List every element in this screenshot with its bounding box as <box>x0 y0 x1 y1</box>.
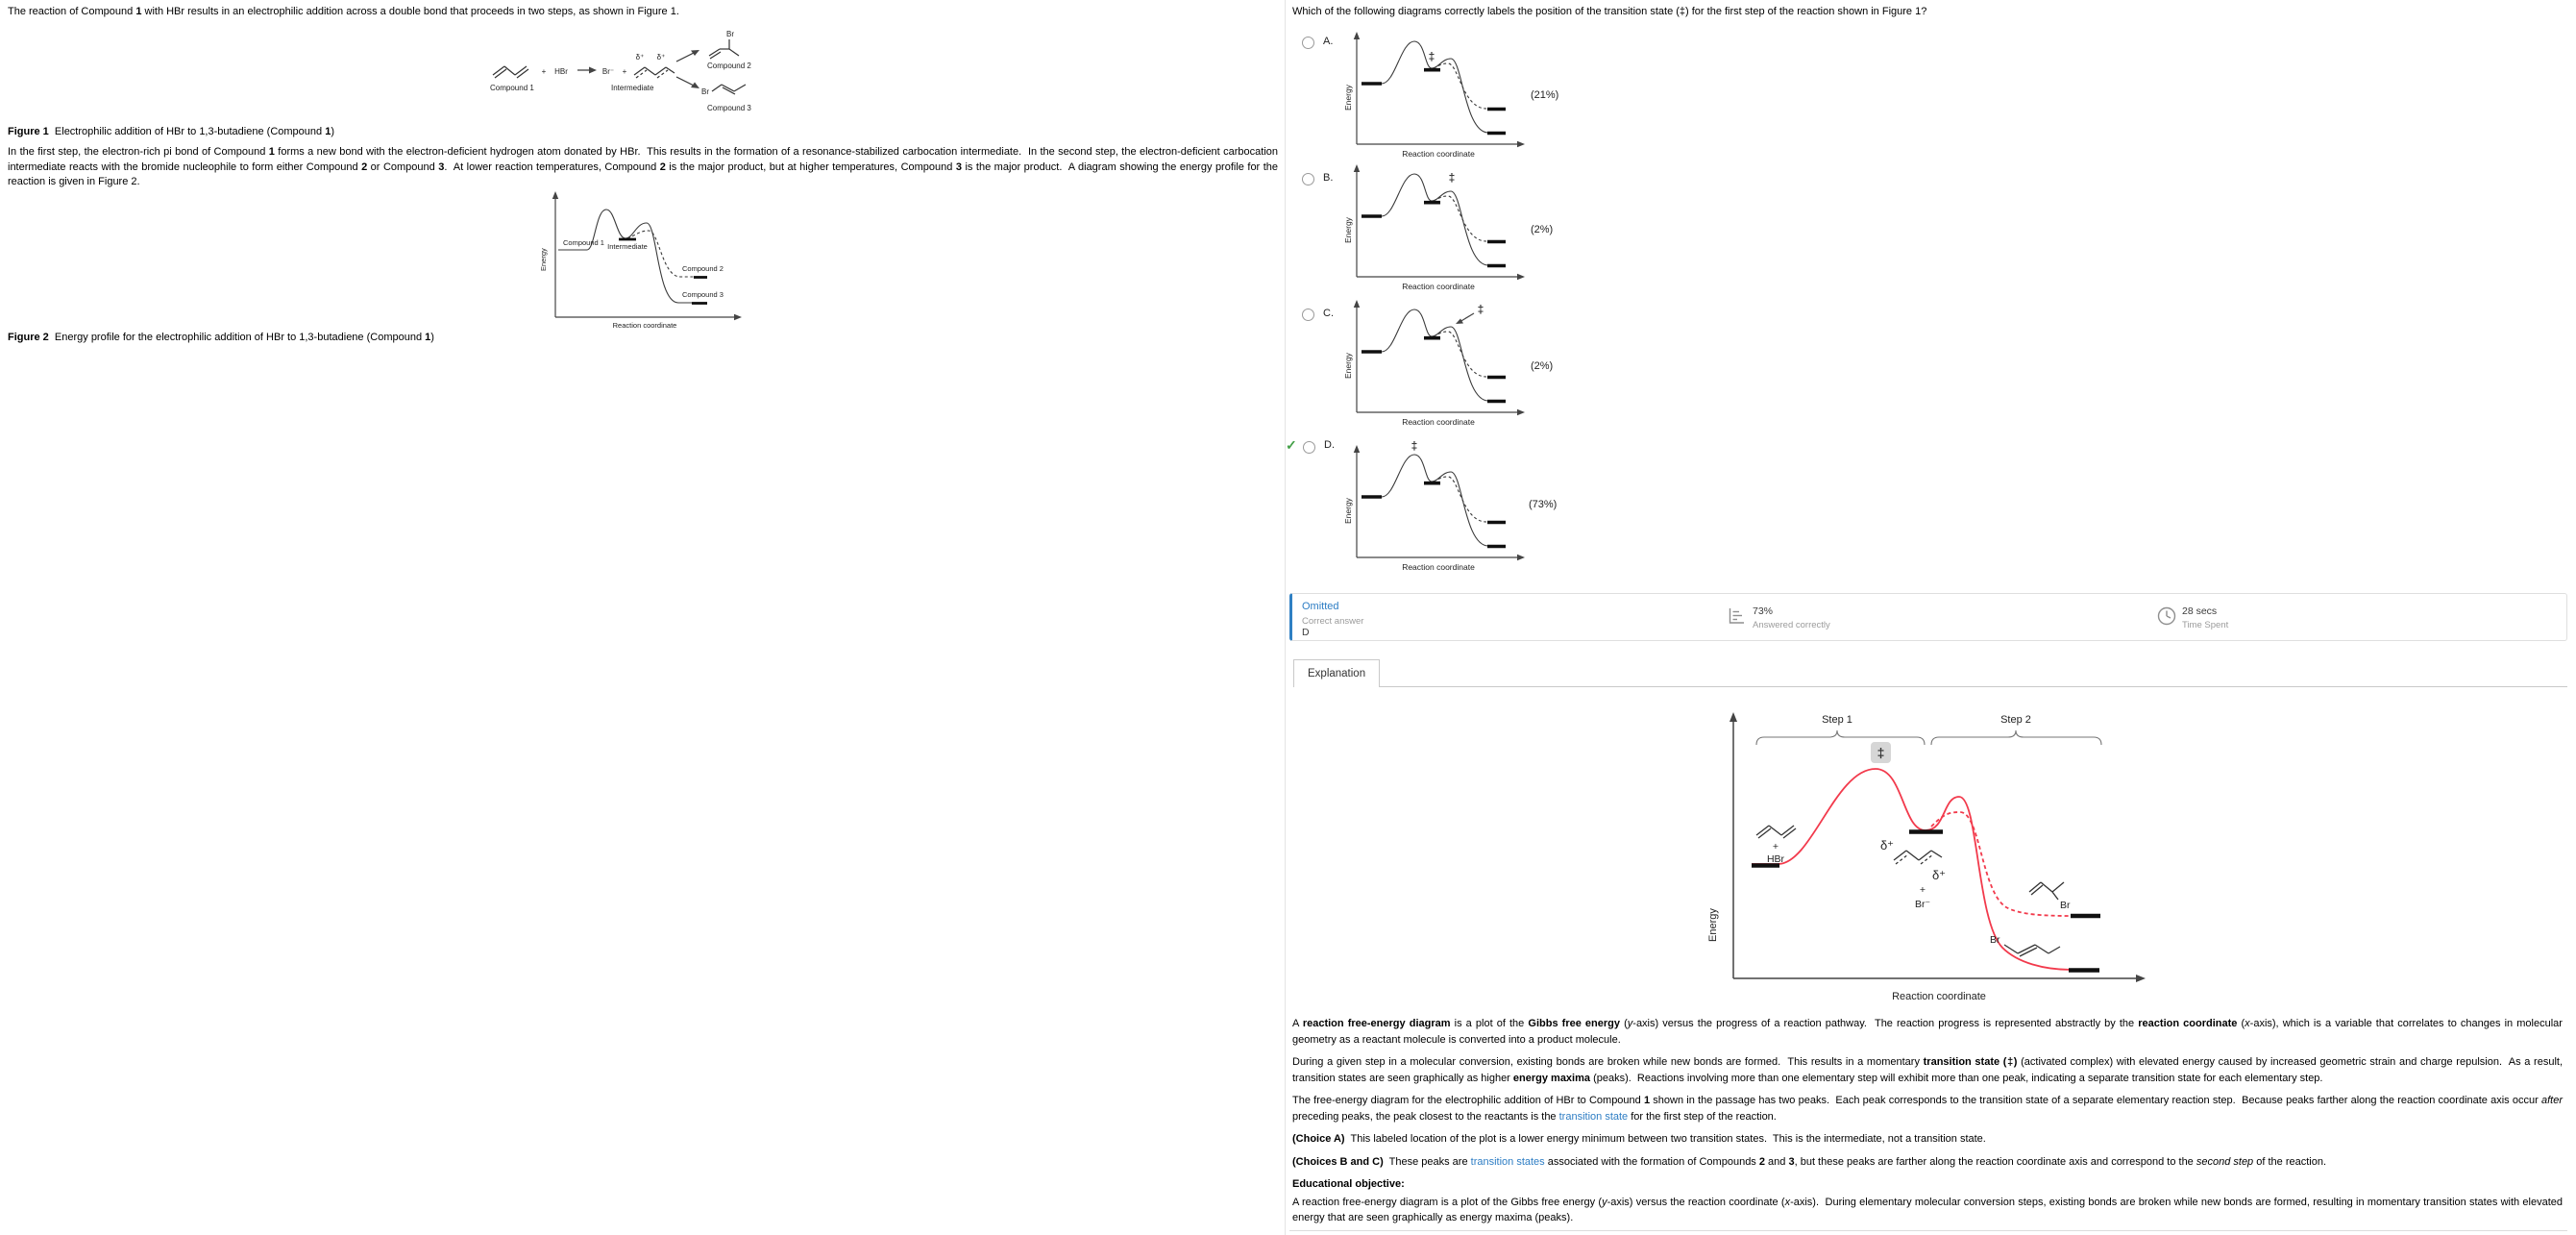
hbr-label: HBr <box>1766 853 1785 865</box>
bar-chart-icon <box>1727 606 1746 626</box>
option-a-diagram <box>1343 26 1531 162</box>
transition-state-mark: ‡ <box>1428 50 1435 63</box>
y-axis-label: Energy <box>539 248 548 271</box>
pointer-arrowhead <box>1456 319 1463 325</box>
option-a-percent: (21%) <box>1531 89 1559 101</box>
result-status: Omitted <box>1302 601 1339 612</box>
branch-arrow-up <box>676 52 696 62</box>
option-a-letter[interactable]: A. <box>1323 36 1334 47</box>
y-axis-label: Energy <box>1343 353 1353 379</box>
correct-answer-label: Correct answer <box>1302 616 1364 627</box>
correct-answer-check-icon: ✓ <box>1286 437 1297 453</box>
x-axis-label: Reaction coordinate <box>612 321 677 330</box>
svg-text:δ⁺: δ⁺ <box>1931 868 1947 882</box>
step1-brace <box>1756 730 1925 745</box>
question-text: Which of the following diagrams correctly labels the position of the transition state (‡) for the first step of the reaction shown in Figure 1? <box>1292 6 1927 17</box>
percent-correct-value: 73% <box>1753 605 1774 617</box>
option-a-radio[interactable] <box>1302 37 1314 49</box>
svg-text:Br: Br <box>701 87 709 96</box>
explanation-choice-a: (Choice A) This labeled location of the plot is a lower energy minimum between two transition states. This is the intermediate, not a transition state. <box>1292 1133 1986 1145</box>
bottom-divider <box>1289 1230 2567 1231</box>
compound2-label: Compound 2 <box>707 62 751 70</box>
option-b-radio[interactable] <box>1302 173 1314 185</box>
option-d-percent: (73%) <box>1529 499 1558 510</box>
figure1-reaction-scheme <box>469 17 776 121</box>
option-c-letter[interactable]: C. <box>1323 308 1334 319</box>
intermediate-structure <box>1880 838 1946 910</box>
step2-brace <box>1931 730 2101 745</box>
compound2-structure <box>709 30 739 59</box>
x-axis-label: Reaction coordinate <box>1402 282 1475 291</box>
fig2-intermediate-label: Intermediate <box>607 242 648 251</box>
explanation-link[interactable]: transition states <box>1470 1155 1545 1168</box>
option-b-letter[interactable]: B. <box>1323 172 1334 184</box>
option-b-percent: (2%) <box>1531 224 1554 235</box>
explanation-p2: During a given step in a molecular conversion, existing bonds are broken while new bonds are formed. This results in a momentary transition state (‡) (activated complex) with elevated energy caused by increased geometric strain and charge repulsion. As a result, transition states are seen graphically as higher energy maxima (peaks). Reactions involving more than one elementary step will exhibit more than one peak, indicating a separate transition state for each elementary step. <box>1292 1056 2563 1084</box>
explanation-link[interactable]: transition state <box>1558 1110 1629 1123</box>
educational-objective-header: Educational objective: <box>1292 1178 1405 1190</box>
solid-energy-curve <box>1752 769 2072 970</box>
bromide-label: Br⁻ <box>601 67 615 76</box>
plus-sign: + <box>541 67 547 76</box>
time-spent-value: 28 secs <box>2182 605 2218 617</box>
y-axis-arrow <box>552 191 558 199</box>
reactant-structure <box>1756 826 1796 838</box>
compound2-structure <box>2029 882 2071 911</box>
result-stats-bar <box>1289 593 2567 641</box>
clock-icon <box>2156 605 2177 627</box>
explanation-energy-diagram <box>1699 700 2198 1017</box>
y-axis-label: Energy <box>1343 85 1353 111</box>
svg-text:δ⁺: δ⁺ <box>1879 838 1895 852</box>
figure2-caption: Figure 2 Energy profile for the electrophilic addition of HBr to 1,3-butadiene (Compound 1) <box>8 332 434 343</box>
svg-text:Br: Br <box>726 30 734 38</box>
compound3-structure <box>701 85 746 96</box>
transition-state-mark: ‡ <box>1877 745 1885 760</box>
intermediate-label: Intermediate <box>611 84 654 92</box>
option-d-letter[interactable]: D. <box>1324 439 1335 451</box>
y-axis-label: Energy <box>1343 498 1353 524</box>
educational-objective-body: A reaction free-energy diagram is a plot of the Gibbs free energy (y-axis) versus the reaction coordinate (x-axis). During elementary molecular conversion steps, existing bonds are broken while new bonds are formed, resulting in momentary transition states with elevated energy that are seen graphically as energy maxima (peaks). <box>1292 1196 2563 1223</box>
plus-sign: + <box>1772 841 1779 852</box>
svg-text:δ⁺: δ⁺ <box>635 53 645 62</box>
svg-text:Br: Br <box>1990 934 2000 946</box>
percent-correct-label: Answered correctly <box>1753 620 1830 630</box>
passage-panel <box>0 0 1285 1235</box>
tab-underline <box>1293 686 2567 687</box>
fig2-compound2-label: Compound 2 <box>682 264 724 273</box>
explanation-text <box>1292 1016 2563 1233</box>
x-axis-label: Reaction coordinate <box>1402 149 1475 159</box>
x-axis-label: Reaction coordinate <box>1402 562 1475 572</box>
svg-text:Br: Br <box>2060 900 2071 911</box>
x-axis-label: Reaction coordinate <box>1402 417 1475 427</box>
option-c-percent: (2%) <box>1531 360 1554 372</box>
option-b-diagram <box>1343 159 1531 295</box>
svg-text:+: + <box>1919 884 1926 896</box>
x-axis-arrow <box>2136 975 2146 982</box>
tab-explanation[interactable]: Explanation <box>1293 659 1380 687</box>
passage-intro: The reaction of Compound 1 with HBr results in an electrophilic addition across a double bond that proceeds in two steps, as shown in Figure 1. <box>8 6 679 17</box>
option-d-diagram <box>1343 439 1531 576</box>
dashed-energy-curve <box>1931 812 2072 916</box>
intermediate-structure <box>634 53 675 78</box>
y-axis-label: Energy <box>1707 908 1719 942</box>
compound1-structure <box>493 66 528 78</box>
branch-arrowhead-up <box>691 50 699 56</box>
time-spent-label: Time Spent <box>2182 620 2229 630</box>
svg-text:Br⁻: Br⁻ <box>1914 899 1931 910</box>
transition-state-mark: ‡ <box>1448 171 1456 185</box>
y-axis-arrow <box>1730 712 1737 722</box>
compound3-label: Compound 3 <box>707 104 751 112</box>
explanation-p1: A reaction free-energy diagram is a plot of the Gibbs free energy (y-axis) versus the progress of a reaction pathway. The reaction progress is represented abstractly by the reaction coordinate (x-axis), which is a variable that correlates to changes in molecular geometry as a reactant molecule is converted into a product molecule. <box>1292 1018 2563 1046</box>
figure1-caption: Figure 1 Electrophilic addition of HBr to 1,3-butadiene (Compound 1) <box>8 126 334 137</box>
compound1-label: Compound 1 <box>490 84 534 92</box>
passage-body: In the first step, the electron-rich pi bond of Compound 1 forms a new bond with the electron-deficient hydrogen atom donated by HBr. This results in the formation of a resonance-stabilized carbocation intermediate. In the second step, the electron-deficient carbocation intermediate reacts with the bromide nucleophile to form either Compound 2 or Compound 3. At lower reaction temperatures, Compound 2 is the major product, but at higher temperatures, Compound 3 is the major product. A diagram showing the energy profile for the reaction is given in Figure 2. <box>8 146 1278 187</box>
explanation-p3: The free-energy diagram for the electrophilic addition of HBr to Compound 1 shown in the passage has two peaks. Each peak corresponds to the transition state of a separate elementary reaction step. Because peaks farther along the reaction coordinate axis occur after preceding peaks, the peak closest to the reactants is the transition state for the first step of the reaction. <box>1292 1095 2563 1123</box>
fig2-compound3-label: Compound 3 <box>682 290 724 299</box>
option-d-radio[interactable] <box>1303 441 1315 454</box>
y-axis-label: Energy <box>1343 217 1353 243</box>
question-panel <box>1286 0 2576 1235</box>
step1-label: Step 1 <box>1822 714 1852 726</box>
figure2-energy-diagram <box>534 183 750 332</box>
correct-answer-value: D <box>1302 627 1310 638</box>
option-c-diagram <box>1343 294 1531 431</box>
hbr-label: HBr <box>554 67 568 76</box>
step2-label: Step 2 <box>2000 714 2031 726</box>
svg-text:δ⁺: δ⁺ <box>656 53 666 62</box>
explanation-choices-bc: (Choices B and C) These peaks are transition states associated with the formation of Compounds 2 and 3, but these peaks are farther along the reaction coordinate axis and correspond to the second step of the reaction. <box>1292 1155 2327 1168</box>
fig2-compound1-label: Compound 1 <box>563 238 604 247</box>
transition-state-mark: ‡ <box>1477 303 1484 316</box>
x-axis-arrow <box>734 314 742 320</box>
x-axis-label: Reaction coordinate <box>1892 991 1986 1002</box>
plus-sign: + <box>622 67 627 76</box>
transition-state-mark: ‡ <box>1411 439 1418 453</box>
option-c-radio[interactable] <box>1302 309 1314 321</box>
reaction-arrowhead <box>589 67 597 74</box>
